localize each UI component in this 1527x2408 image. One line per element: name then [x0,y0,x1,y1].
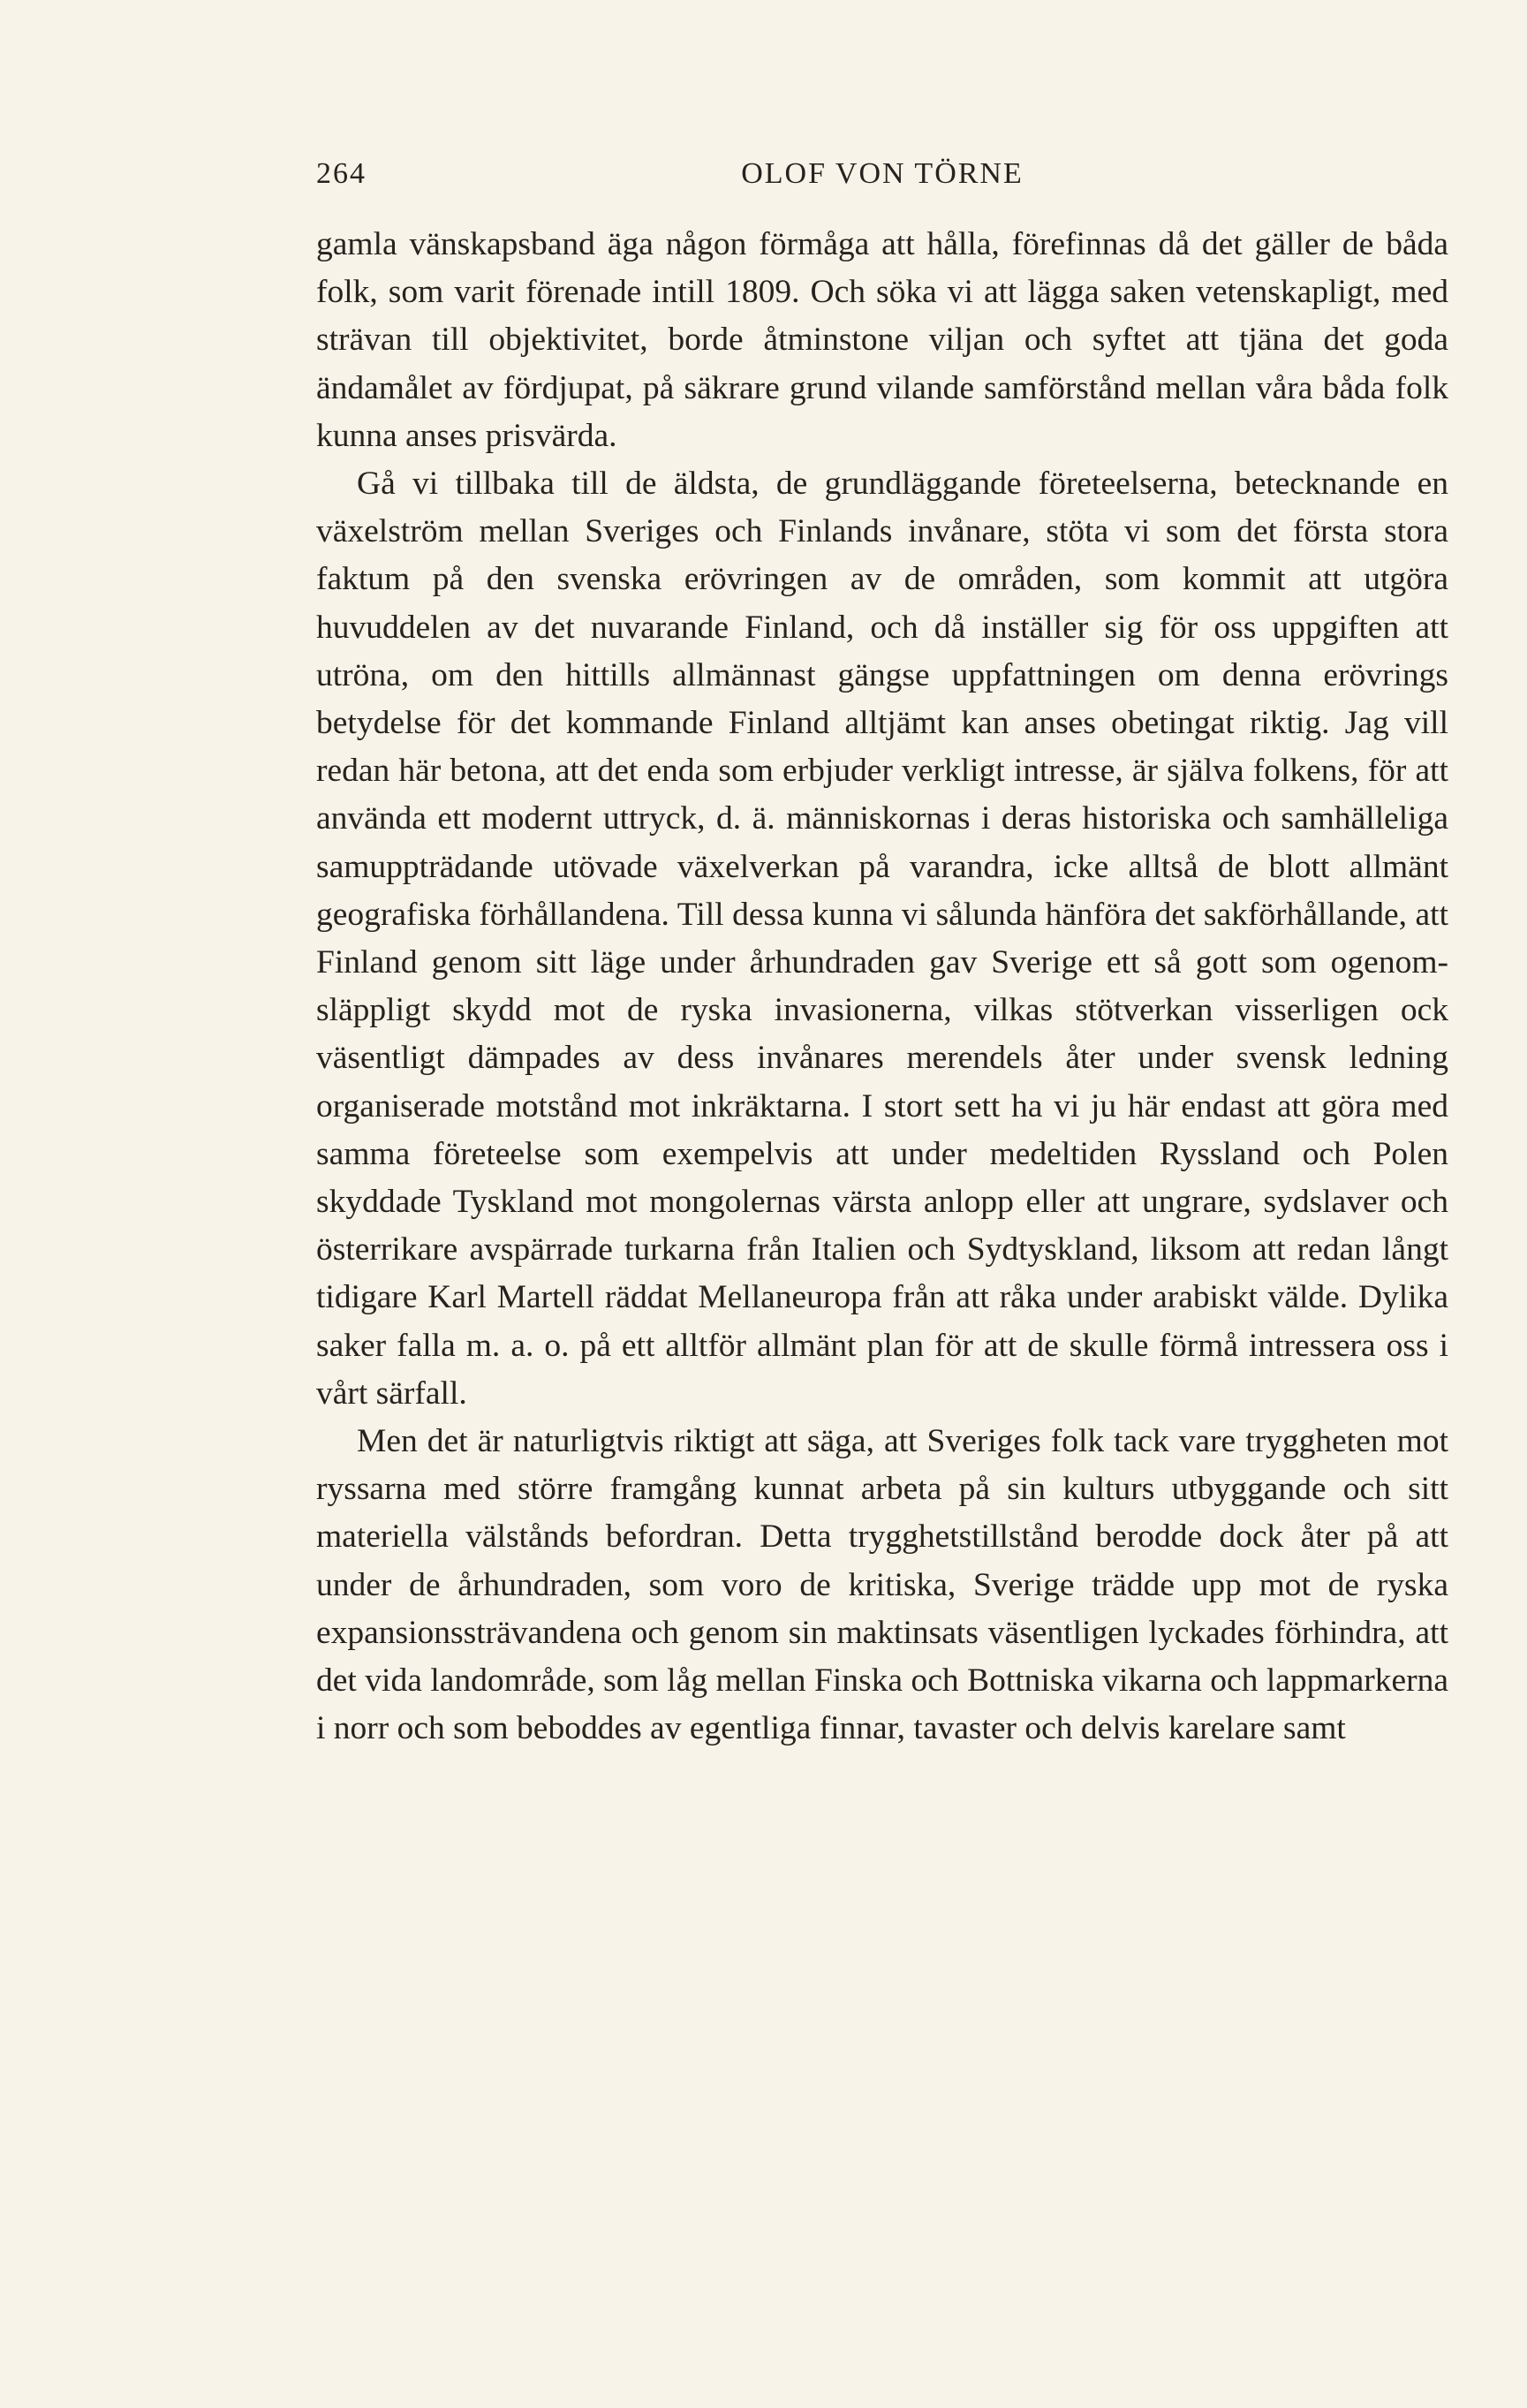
paragraph-continued: gamla vänskapsband äga någon förmåga att hålla, förefinnas då det gäller de båda folk, som varit förenade intill 1809. Och söka vi att lägga saken vetenskapligt, med strävan till objektivitet, borde åtminstone viljan och syftet att tjäna det goda ändamålet av fördjupat, på säkrare grund vilande samförstånd mellan våra båda folk kunna anses prisvärda. [316,226,1448,454]
running-title: OLOF VON TÖRNE [741,157,1024,190]
body-text [316,221,1448,1753]
paragraph: Men det är naturligtvis riktigt att säga, att Sveriges folk tack vare tryggheten mot ryssarna med större framgång kunnat arbeta på sin kulturs utbyggande och sitt materiella välstånds befordran. Detta trygghetstillstånd berodde dock åter på att under de århundraden, som voro de kritiska, Sverige trädde upp mot de ryska expansionssträvandena och genom sin maktinsats väsentligen lyckades förhindra, att det vida landområde, som låg mellan Finska och Bottniska vikarna och lappmarkerna i norr och som beboddes av egentliga finnar, tavaster och delvis karelare samt [316,1423,1448,1747]
paragraph: Gå vi tillbaka till de äldsta, de grundläggande företeelserna, betecknande en växelström mellan Sveriges och Finlands invånare, stöta vi som det första stora faktum på den svenska erövringen av de områden, som kommit att utgöra huvuddelen av det nuvarande Finland, och då inställer sig för oss uppgiften att utröna, om den hittills allmännast gängse uppfattningen om denna erövrings betydelse för det kommande Finland alltjämt kan anses obetingat riktig. Jag vill redan här betona, att det enda som erbjuder verkligt intresse, är själva folkens, för att använda ett modernt uttryck, d. ä. människornas i deras historiska och samhälleliga samuppträdande utövade växelverkan på varandra, icke alltså de blott allmänt geografiska förhållandena. Till dessa kunna vi sålunda hänföra det sakförhållande, att Finland genom sitt läge under århundraden gav Sverige ett så gott som ogenomsläppligt skydd mot de ryska invasionerna, vilkas stötverkan visserligen ock väsentligt dämpades av dess invånares merendels åter under svensk ledning organiserade motstånd mot inkräktarna. I stort sett ha vi ju här endast att göra med samma företeelse som exempelvis att under medeltiden Ryssland och Polen skyddade Tyskland mot mongolernas värsta anlopp eller att ungrare, sydslaver och österrikare avspärrade turkarna från Italien och Sydtyskland, liksom att redan långt tidigare Karl Martell räddat Mellaneuropa från att råka under arabiskt välde. Dylika saker falla m. a. o. på ett alltför allmänt plan för att de skulle förmå intressera oss i vårt särfall. [316,466,1448,1412]
page-number: 264 [316,157,367,190]
running-head [316,157,1448,196]
